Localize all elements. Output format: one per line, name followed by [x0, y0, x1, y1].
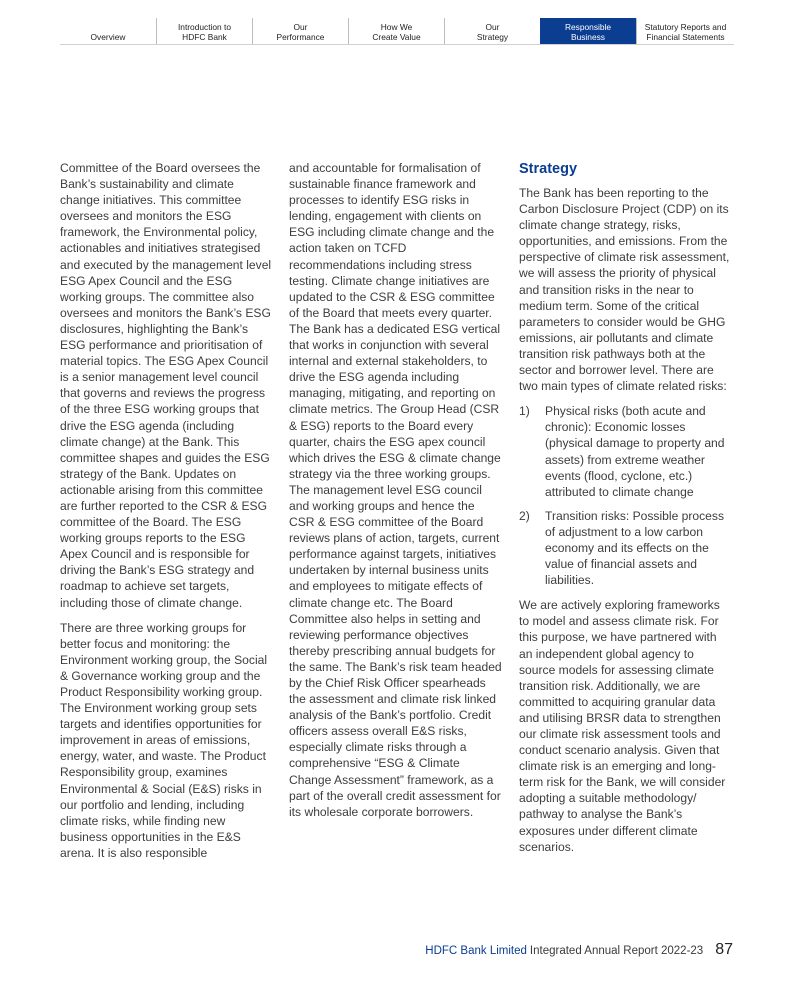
tab-how-we-create-value[interactable]: How We Create Value: [348, 18, 444, 44]
col3-paragraph-1: The Bank has been reporting to the Carbon Disclosure Project (CDP) on its climate change strategy, risks, opportunities, and emissions. From the perspective of climate risk assessment, we will assess the priority of physical and transition risks in the near to medium term. Some of the critical parameters to consider would be GHG emissions, air pollutants and climate transition risk pathways both at the sector and borrower level. There are two main types of climate related risks:: [519, 186, 730, 394]
list-item: [519, 508, 733, 588]
strategy-heading: Strategy: [519, 161, 578, 177]
tab-our-performance[interactable]: Our Performance: [252, 18, 348, 44]
tab-responsible-business[interactable]: Responsible Business: [540, 18, 636, 44]
list-item-text: Transition risks: Possible process of adjustment to a low carbon economy and its effects on the value of financial assets and liabilities.: [545, 508, 725, 588]
tab-our-strategy[interactable]: Our Strategy: [444, 18, 540, 44]
column-3: [519, 160, 733, 864]
tab-overview[interactable]: Overview: [90, 32, 126, 42]
col1-paragraph-1: Committee of the Board oversees the Bank’s sustainability and climate change initiatives. This committee oversees and monitors the ESG framework, the Environmental policy, actionables and initiatives strategised and executed by the management level ESG Apex Council and the ESG working groups. The committee also oversees and monitors the Bank’s ESG disclosures, highlighting the Bank’s ESG performance and prioritisation of material topics. The ESG Apex Council is a senior management level council that governs and reviews the progress of the three ESG working groups that drive the ESG agenda (including climate change) at the Bank. This committee shapes and guides the ESG strategy of the Bank. Updates on actionable arising from this committee are further reported to the CSR & ESG committee of the Board. The ESG working groups reports to the ESG Apex Council and is responsible for driving the Bank’s ESG strategy and roadmap to achieve set targets, including those of climate change.: [60, 161, 272, 610]
list-item-text: Physical risks (both acute and chronic): Economic losses (physical damage to property and assets) from extreme weather events (flood, cyclone, etc.) attributed to climate change: [545, 404, 725, 499]
section-nav: [60, 18, 734, 45]
page-footer: [425, 941, 733, 959]
tab-introduction[interactable]: Introduction to HDFC Bank: [156, 18, 252, 44]
page-number: 87: [715, 941, 733, 958]
footer-report-title: Integrated Annual Report 2022-23: [529, 945, 704, 957]
list-item-number: 2): [519, 508, 530, 523]
risk-list: [519, 403, 733, 588]
column-1: [60, 160, 272, 870]
column-2: [289, 160, 503, 829]
footer-bank-name: HDFC Bank Limited: [425, 945, 527, 957]
tab-statutory-reports[interactable]: Statutory Reports and Financial Statements: [636, 18, 734, 44]
list-item-number: 1): [519, 404, 530, 419]
list-item: [519, 403, 733, 500]
col3-paragraph-2: We are actively exploring frameworks to model and assess climate risk. For this purpose, we have partnered with an independent global agency to source models for assessing climate transition risk. Additionally, we are committed to acquiring granular data and utilising BRSR data to strengthen our climate risk assessment tools and conduct scenario analysis. Given that climate risk is an emerging and long-term risk for the Bank, we will consider adopting a suitable methodology/ pathway to analyse the Bank’s exposures under different climate scenarios.: [519, 598, 726, 854]
col2-paragraph-1: and accountable for formalisation of sustainable finance framework and processes to identify ESG risks in lending, engagement with clients on ESG including climate change and the action taken on TCFD recommendations including stress testing. Climate change initiatives are updated to the CSR & ESG committee of the Board that meets every quarter. The Bank has a dedicated ESG vertical that works in conjunction with several internal and external stakeholders, to drive the ESG agenda including managing, mitigating, and reporting on climate metrics. The Group Head (CSR & ESG) reports to the Board every quarter, chairs the ESG apex council which drives the ESG & climate change strategy via the three working groups. The management level ESG council and working groups and hence the CSR & ESG committee of the Board reviews plans of action, targets, current performance against targets, initiatives undertaken by internal business units and employees to mitigate effects of climate change etc. The Board Committee also helps in setting and reviewing performance objectives thereby prescribing annual budgets for the same. The Bank’s risk team headed by the Chief Risk Officer spearheads the assessment and climate risk linked analysis of the Bank’s portfolio. Credit officers assess overall E&S risks, especially climate risks through a comprehensive “ESG & Climate Change Assessment” framework, as a part of the overall credit assessment for its wholesale corporate borrowers.: [289, 161, 502, 819]
col1-paragraph-2: There are three working groups for better focus and monitoring: the Environment working group, the Social & Governance working group and the Product Responsibility working group. The Environment working group sets targets and identifies opportunities for improvement in areas of emissions, energy, water, and waste. The Product Responsibility group, examines Environmental & Social (E&S) risks in our portfolio and lending, including climate risks, while finding new business opportunities in the E&S arena. It is also responsible: [60, 620, 268, 860]
